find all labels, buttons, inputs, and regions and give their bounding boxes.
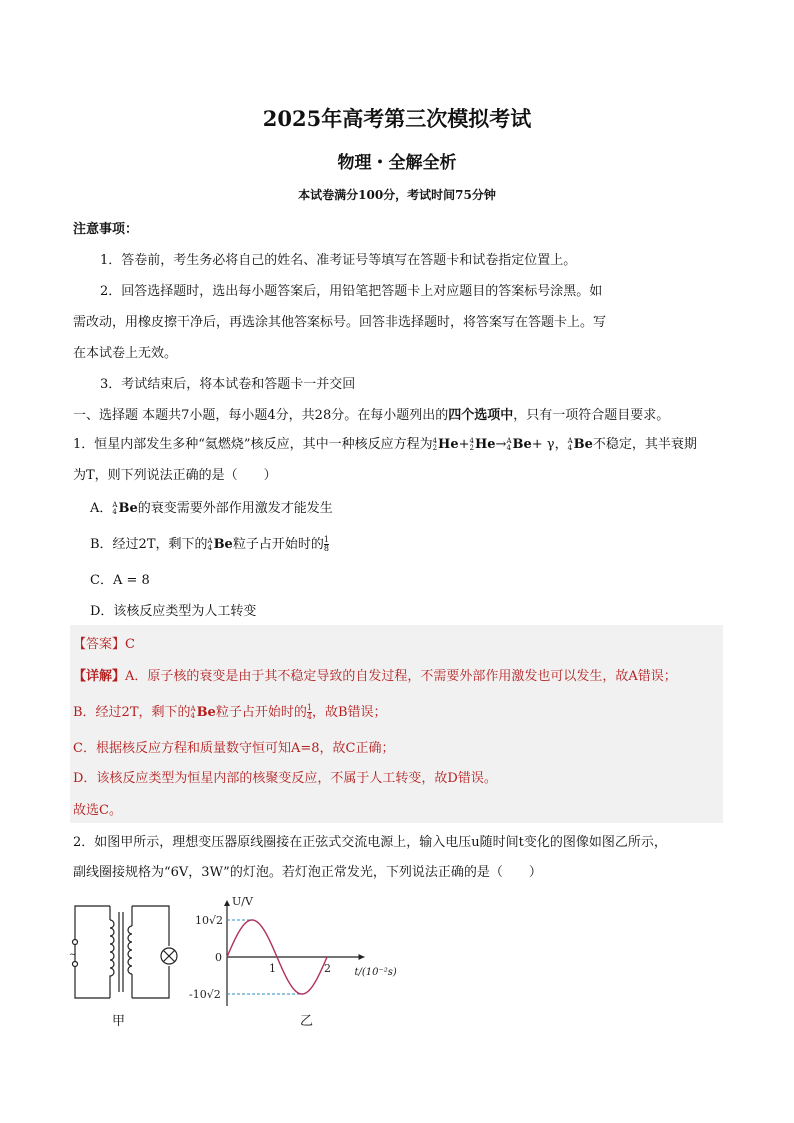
- exam-subtitle: 物理・全解全析: [337, 153, 457, 173]
- q2-stem-line-2: 副线圈接规格为“6V，3W”的灯泡。若灯泡正常发光，下列说法正确的是（ ）: [73, 865, 542, 880]
- q1-option-c: C．A = 8: [90, 573, 150, 588]
- exam-info: 本试卷满分100分，考试时间75分钟: [298, 188, 496, 202]
- figure-jia-label: 甲: [112, 1014, 126, 1029]
- voltage-time-chart: [180, 895, 410, 1010]
- x-tick-label: 1: [269, 962, 276, 975]
- q1-answer: 【答案】C: [73, 637, 135, 652]
- svg-text:~: ~: [69, 950, 77, 960]
- x-axis-arrow: [359, 954, 365, 960]
- fraction: $\frac{1}{8}$: [323, 535, 329, 553]
- notice-item-2-line-3: 在本试卷上无效。: [73, 346, 178, 361]
- x-axis-label: t/(10⁻²s): [354, 967, 397, 978]
- q1-detail-a: 【详解】A．原子核的衰变是由于其不稳定导致的自发过程，不需要外部作用激发也可以发生，故A错误；: [73, 669, 677, 684]
- notice-heading: 注意事项：: [73, 222, 139, 237]
- fraction: $\frac{1}{4}$: [306, 703, 312, 721]
- y-axis-arrow: [224, 900, 230, 906]
- exam-title: 2025年高考第三次模拟考试: [262, 106, 532, 131]
- q1-detail-b: B．经过2T，剩下的 A 4 Be粒子占开始时的 $\frac{1}{4}$ ，故B错误；: [73, 703, 387, 721]
- notice-item-2-line-2: 需改动，用橡皮擦干净后，再选涂其他答案标号。回答非选择题时，将答案写在答题卡上。写: [73, 315, 607, 330]
- section-heading: 一、选择题 本题共7小题，每小题4分，共28分。在每小题列出的四个选项中，只有一项符合题目要求。: [73, 408, 670, 423]
- q1-detail-d: D．该核反应类型为恒星内部的核聚变反应，不属于人工转变，故D错误。: [73, 771, 497, 786]
- figure-yi-label: 乙: [300, 1014, 314, 1029]
- q1-conclusion: 故选C。: [73, 803, 122, 818]
- q1-stem-line-2: 为T，则下列说法正确的是（ ）: [73, 468, 277, 483]
- q1-option-b: B．经过2T，剩下的 A 4 Be粒子占开始时的 $\frac{1}{8}$: [90, 535, 329, 553]
- notice-item-3: 3．考试结束后，将本试卷和答题卡一并交回: [100, 377, 356, 392]
- y-tick-label: -10√2: [189, 988, 221, 1001]
- notice-item-2-line-1: 2．回答选择题时，选出每小题答案后，用铅笔把答题卡上对应题目的答案标号涂黑。如: [100, 284, 603, 299]
- q1-stem-line-1: 1．恒星内部发生多种“氦燃烧”核反应，其中一种核反应方程为 4 2 He+ 4 2 He→ A 4 Be+ γ， A 4 Be不稳定，其半衰期: [73, 436, 697, 452]
- y-tick-label: 0: [215, 951, 222, 964]
- q1-option-a: A． A 4 Be的衰变需要外部作用激发才能发生: [90, 500, 333, 516]
- answer-panel: [70, 625, 723, 823]
- notice-item-1: 1．答卷前，考生务必将自己的姓名、准考证号等填写在答题卡和试卷指定位置上。: [100, 253, 577, 268]
- q1-option-d: D．该核反应类型为人工转变: [90, 604, 257, 619]
- x-tick-label: 2: [324, 962, 331, 975]
- q2-stem-line-1: 2．如图甲所示，理想变压器原线圈接在正弦式交流电源上，输入电压u随时间t变化的图像如图乙所示，: [73, 835, 667, 850]
- q1-detail-c: C．根据核反应方程和质量数守恒可知A=8，故C正确；: [73, 741, 395, 756]
- y-tick-label: 10√2: [195, 914, 224, 927]
- y-axis-label: U/V: [232, 895, 253, 908]
